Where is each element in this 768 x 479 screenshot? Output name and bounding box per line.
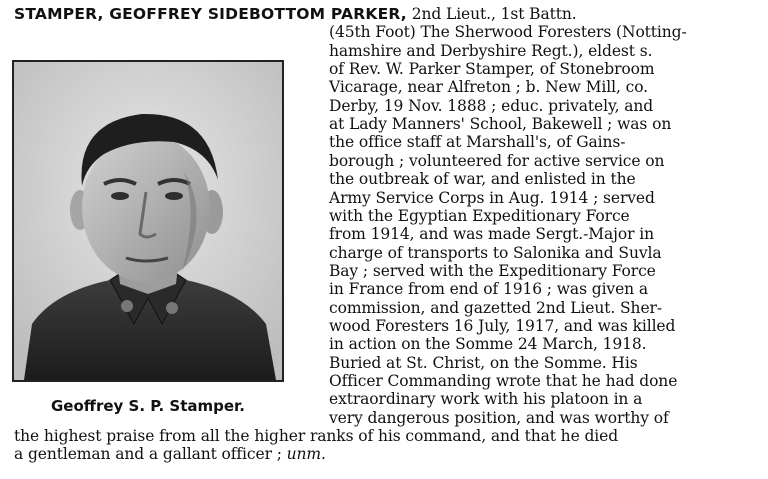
entry-line-23: the highest praise from all the higher ranks of his command, and that he died xyxy=(14,427,619,446)
entry-line-15: in France from end of 1916 ; was given a xyxy=(329,280,649,299)
entry-line-8: borough ; volunteered for active service on xyxy=(329,151,665,170)
entry-line-21: extraordinary work with his platoon in a xyxy=(329,390,643,409)
entry-line-14: Bay ; served with the Expeditionary Force xyxy=(329,261,656,280)
entry-line-16: commission, and gazetted 2nd Lieut. Sher- xyxy=(329,298,662,317)
entry-line-20: Officer Commanding wrote that he had done xyxy=(329,372,678,390)
entry-line-10: Army Service Corps in Aug. 1914 ; served xyxy=(329,188,655,207)
portrait-illustration xyxy=(14,62,282,380)
entry-line-3: of Rev. W. Parker Stamper, of Stonebroom xyxy=(329,60,655,79)
entry-line-17: wood Foresters 16 July, 1917, and was killed xyxy=(329,316,676,335)
entry-line-12: from 1914, and was made Sergt.-Major in xyxy=(329,225,654,244)
entry-line-22: very dangerous position, and was worthy of xyxy=(329,408,669,427)
entry-line-24: a gentleman and a gallant officer ; xyxy=(14,445,287,464)
entry-line-9: the outbreak of war, and enlisted in the xyxy=(329,170,636,189)
entry-line-18: in action on the Somme 24 March, 1918. xyxy=(329,335,647,354)
portrait-photo xyxy=(12,60,284,382)
entry-line-7: the office staff at Marshall's, of Gains- xyxy=(329,133,626,152)
entry-line-13: charge of transports to Salonika and Suvla xyxy=(329,243,662,262)
entry-line-1: (45th Foot) The Sherwood Foresters (Notting- xyxy=(329,23,687,42)
portrait-caption: Geoffrey S. P. Stamper. xyxy=(51,397,245,415)
entry-line-0: 2nd Lieut., 1st Battn. xyxy=(406,5,577,23)
entry-line-2: hamshire and Derbyshire Regt.), eldest s. xyxy=(329,41,653,60)
entry-final-line xyxy=(14,444,326,464)
entry-heading-line xyxy=(14,4,577,24)
entry-line-19: Buried at St. Christ, on the Somme. His xyxy=(329,353,638,372)
entry-surname-heading: STAMPER, GEOFFREY SIDEBOTTOM PARKER, xyxy=(14,5,407,23)
entry-line-5: Derby, 19 Nov. 1888 ; educ. privately, and xyxy=(329,96,654,115)
entry-line-4: Vicarage, near Alfreton ; b. New Mill, co. xyxy=(329,78,648,97)
entry-line-6: at Lady Manners' School, Bakewell ; was on xyxy=(329,115,672,134)
unm-abbrev: unm. xyxy=(286,445,326,464)
entry-line-11: with the Egyptian Expeditionary Force xyxy=(329,206,630,225)
